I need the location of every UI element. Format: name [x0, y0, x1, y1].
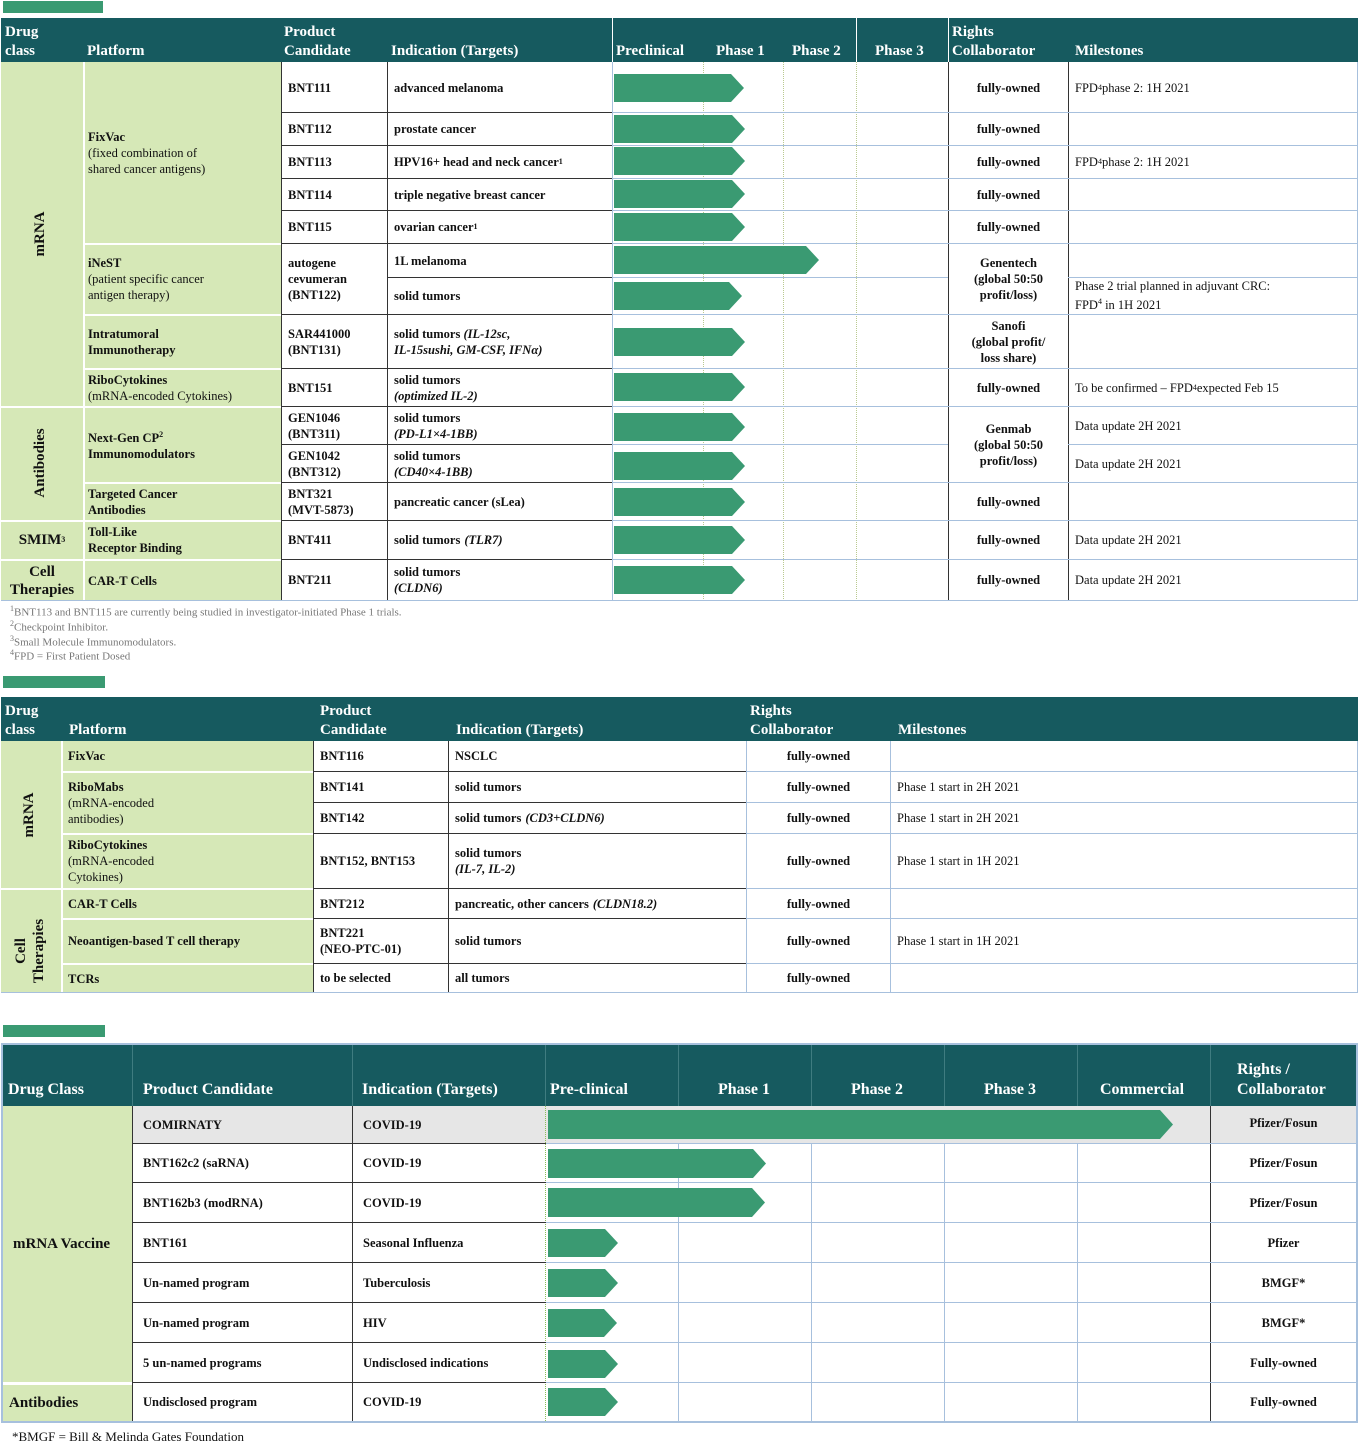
t2-row7-rights: fully-owned — [786, 971, 851, 985]
t1-row14-bar — [614, 566, 745, 594]
t2-platform-cart: CAR-T Cells — [68, 896, 137, 911]
t1-row4-rights: fully-owned — [976, 187, 1041, 202]
t1-footnote-3: $^3$Small Molecule Immunomodulators. — [10, 634, 177, 649]
t1-row9-product: BNT151 — [288, 380, 333, 395]
t2-row3-rights: fully-owned — [786, 811, 851, 825]
t1-row13-rights: fully-owned — [976, 533, 1041, 547]
t2-h-platform: Platform — [69, 722, 127, 738]
t2-h-milestones: Milestones — [898, 722, 967, 738]
t1-h-rights-1: Rights — [952, 24, 994, 40]
t3-row8-indication: COVID-19 — [363, 1395, 422, 1409]
t3-row7-product: 5 un-named programs — [143, 1355, 262, 1370]
t3-footnote-bmgf: *BMGF = Bill & Melinda Gates Foundation — [12, 1429, 244, 1444]
t2-platform-neoantigen: Neoantigen-based T cell therapy — [68, 934, 241, 948]
t1-row8-indication: solid tumors (IL-12sc, IL-15sushi, GM-CSF, IFNα) — [394, 326, 543, 357]
t1-h-milestones: Milestones — [1075, 43, 1144, 59]
t1-row7-milestone: Phase 2 trial planned in adjuvant CRC: FPD$^4$ in 1H 2021 — [1075, 279, 1271, 313]
t3-row2-product: BNT162c2 (saRNA) — [143, 1156, 249, 1170]
t3-row4-bar — [548, 1229, 618, 1257]
t2-row4-milestone: Phase 1 start in 1H 2021 — [897, 854, 1020, 868]
t1-row5-indication: ovarian cancer 1 — [394, 220, 478, 234]
t2-h-indication: Indication (Targets) — [456, 722, 584, 738]
t2-row6-product: BNT221 (NEO-PTC-01) — [320, 926, 402, 956]
t1-platform-fixvac: FixVac (fixed combination of shared cancer antigens) — [88, 129, 206, 176]
t3-row8-bar — [548, 1388, 618, 1416]
t1-h-phase3: Phase 3 — [875, 43, 924, 59]
t3-row2-bar — [548, 1149, 766, 1178]
t3-row5-indication: Tuberculosis — [363, 1275, 431, 1290]
t3-row3-product: BNT162b3 (modRNA) — [143, 1195, 263, 1210]
t3-row7-bar — [548, 1350, 618, 1378]
t1-row14-rights: fully-owned — [976, 573, 1041, 587]
t1-class-mrna: mRNA — [32, 211, 48, 257]
t2-row4-rights: fully-owned — [786, 854, 851, 868]
t3-row6-rights: BMGF* — [1261, 1315, 1306, 1330]
t1-class-cell: Cell Therapies — [9, 563, 75, 598]
t2-class-mrna: mRNA — [21, 792, 37, 838]
t1-h-phase1: Phase 1 — [716, 43, 765, 59]
t2-row7-indication: all tumors — [455, 971, 510, 985]
t1-footnote-1: $^1$BNT113 and BNT115 are currently being studied in investigator-initiated Phase 1 trials. — [10, 604, 402, 619]
t3-row2-rights: Pfizer/Fosun — [1249, 1156, 1318, 1170]
t1-platform-tlr: Toll-Like Receptor Binding — [88, 525, 182, 555]
t2-platform-ribocytokines: RiboCytokines (mRNA-encoded Cytokines) — [68, 838, 155, 884]
t3-row2-indication: COVID-19 — [363, 1156, 422, 1170]
t2-row6-milestone: Phase 1 start in 1H 2021 — [897, 934, 1020, 948]
t1-row10-bar — [614, 413, 745, 441]
t3-row4-rights: Pfizer — [1267, 1235, 1300, 1250]
t2-row2-indication: solid tumors — [455, 780, 522, 794]
t1-row3-bar — [614, 147, 745, 175]
t3-h-rights-2: Collaborator — [1237, 1081, 1326, 1098]
t1-row4-product: BNT114 — [288, 187, 332, 202]
t1-row2-product: BNT112 — [288, 122, 332, 136]
t1-row10-product: GEN1046 (BNT311) — [288, 410, 341, 441]
t2-row2-product: BNT141 — [320, 780, 365, 794]
t3-row8-rights: Fully-owned — [1250, 1395, 1317, 1409]
t1-row14-product: BNT211 — [288, 573, 332, 587]
t3-class-mrna-vaccine: mRNA Vaccine — [13, 1236, 111, 1252]
t2-h-product-2: Candidate — [320, 722, 387, 738]
t1-row6-bar — [614, 246, 819, 274]
t1-h-indication: Indication (Targets) — [391, 43, 519, 59]
t3-row8-product: Undisclosed program — [143, 1395, 258, 1409]
t1-row4-indication: triple negative breast cancer — [394, 187, 546, 202]
t2-row2-milestone: Phase 1 start in 2H 2021 — [897, 780, 1020, 794]
t1-platform-targeted: Targeted Cancer Antibodies — [88, 486, 178, 517]
t1-row4-bar — [614, 180, 745, 208]
t2-platform-fixvac: FixVac — [68, 749, 106, 763]
t1-row5-rights: fully-owned — [976, 220, 1041, 234]
t1-h-rights-2: Collaborator — [952, 43, 1036, 59]
t3-h-preclinical: Pre-clinical — [550, 1081, 628, 1098]
t2-row1-rights: fully-owned — [786, 749, 851, 763]
t2-row2-rights: fully-owned — [786, 780, 851, 794]
t2-platform-tcrs: TCRs — [68, 971, 100, 986]
t2-h-rights-2: Collaborator — [750, 722, 834, 738]
t2-row5-product: BNT212 — [320, 896, 365, 911]
t2-row1-milestone — [891, 741, 1357, 771]
t1-row9-indication: solid tumors (optimized IL-2) — [394, 372, 478, 403]
t1-row13-indication: solid tumors (TLR7) — [394, 533, 503, 547]
t2-row7-milestone — [891, 964, 1357, 992]
t1-row2-indication: prostate cancer — [394, 122, 477, 136]
t3-row3-indication: COVID-19 — [363, 1195, 422, 1210]
t3-h-phase2: Phase 2 — [851, 1081, 903, 1098]
t1-row9-rights: fully-owned — [976, 380, 1041, 395]
t1-row1-rights: fully-owned — [976, 80, 1041, 95]
t1-row2-rights: fully-owned — [976, 122, 1041, 136]
t2-h-drugclass-2: class — [5, 722, 35, 738]
t3-h-indication: Indication (Targets) — [362, 1081, 498, 1098]
t1-row11-indication: solid tumors (CD40×4-1BB) — [394, 448, 473, 479]
t2-row7-product: to be selected — [320, 971, 391, 985]
t3-row7-rights: Fully-owned — [1250, 1355, 1317, 1370]
t1-platform-ribocytokines: RiboCytokines (mRNA-encoded Cytokines) — [88, 372, 233, 403]
t1-h-drugclass-1: Drug — [5, 24, 39, 40]
t1-row13-product: BNT411 — [288, 533, 332, 547]
t1-row10-milestone: Data update 2H 2021 — [1075, 418, 1182, 433]
t1-row1-bar — [614, 74, 744, 102]
t2-row6-rights: fully-owned — [786, 934, 851, 948]
t3-row1-rights: Pfizer/Fosun — [1249, 1116, 1318, 1130]
t2-row4-product: BNT152, BNT153 — [320, 854, 416, 868]
t1-h-product-1: Product — [284, 24, 336, 40]
t3-h-commercial: Commercial — [1100, 1081, 1185, 1098]
t1-row8-rights: Sanofi (global profit/ loss share) — [971, 318, 1046, 365]
t1-class-smim: SMIM 3 — [18, 532, 66, 548]
t1-class-antibodies: Antibodies — [32, 428, 48, 498]
t1-row8-bar — [614, 328, 745, 356]
t3-row3-rights: Pfizer/Fosun — [1249, 1195, 1318, 1210]
t3-h-drugclass: Drug Class — [8, 1081, 85, 1098]
t3-h-phase1: Phase 1 — [718, 1081, 770, 1098]
t1-row3-indication: HPV16+ head and neck cancer 1 — [394, 155, 563, 169]
t1-row6-product: autogene cevumeran (BNT122) — [288, 256, 348, 302]
t3-row1-product: COMIRNATY — [143, 1117, 222, 1132]
t1-row14-milestone: Data update 2H 2021 — [1075, 573, 1182, 587]
t2-row5-rights: fully-owned — [786, 896, 851, 911]
t2-row4-indication: solid tumors (IL-7, IL-2) — [455, 846, 522, 876]
t1-row6-rights: Genentech (global 50:50 profit/loss) — [973, 256, 1044, 302]
t3-row1-indication: COVID-19 — [363, 1117, 422, 1132]
t1-row11-product: GEN1042 (BNT312) — [288, 448, 341, 479]
t1-row9-milestone: To be confirmed – FPD 4 expected Feb 15 — [1075, 380, 1279, 395]
t2-row3-product: BNT142 — [320, 811, 365, 825]
t2-row5-indication: pancreatic, other cancers (CLDN18.2) — [455, 896, 658, 911]
t2-h-drugclass-1: Drug — [5, 703, 39, 719]
t1-platform-cart: CAR-T Cells — [88, 573, 157, 588]
t3-row3-bar — [548, 1188, 765, 1217]
t2-row1-product: BNT116 — [320, 749, 364, 763]
t3-row4-product: BNT161 — [143, 1235, 188, 1250]
t1-row3-milestone: FPD 4 phase 2: 1H 2021 — [1075, 155, 1190, 169]
t1-row1-milestone: FPD 4 phase 2: 1H 2021 — [1075, 80, 1190, 95]
section-accent-bar-1 — [3, 1, 103, 13]
t2-class-cell: Cell Therapies — [13, 918, 47, 984]
t1-footnote-2: $^2$Checkpoint Inhibitor. — [10, 619, 109, 634]
t2-platform-ribomabs: RiboMabs (mRNA-encoded antibodies) — [68, 779, 155, 826]
t1-row10-indication: solid tumors (PD-L1×4-1BB) — [394, 410, 478, 441]
t3-row6-indication: HIV — [363, 1315, 387, 1330]
t3-class-antibodies: Antibodies — [9, 1394, 79, 1411]
t1-h-drugclass-2: class — [5, 43, 35, 59]
t1-row12-product: BNT321 (MVT-5873) — [288, 486, 354, 517]
t1-row12-indication: pancreatic cancer (sLea) — [394, 494, 525, 509]
t2-row3-indication: solid tumors (CD3+CLDN6) — [455, 811, 605, 825]
t1-footnote-4: $^4$FPD = First Patient Dosed — [10, 648, 131, 663]
t2-row5-milestone — [891, 889, 1357, 918]
t2-row6-indication: solid tumors — [455, 934, 522, 948]
t2-h-rights-1: Rights — [750, 703, 792, 719]
t2-row3-milestone: Phase 1 start in 2H 2021 — [897, 811, 1020, 825]
t1-row1-indication: advanced melanoma — [394, 80, 504, 95]
t1-row6-indication: 1L melanoma — [394, 253, 467, 268]
t3-row4-indication: Seasonal Influenza — [363, 1235, 464, 1250]
t1-platform-nextgen: Next-Gen $CP^2$ Immunomodulators — [88, 429, 195, 462]
t1-h-phase2: Phase 2 — [792, 43, 841, 59]
t3-h-rights-1: Rights / — [1237, 1061, 1290, 1078]
t3-row5-bar — [548, 1269, 618, 1297]
t3-h-phase3: Phase 3 — [984, 1081, 1036, 1098]
t1-platform-intratumoral: Intratumoral Immunotherapy — [88, 326, 176, 357]
table2-header — [1, 697, 1358, 741]
t1-row7-indication: solid tumors — [394, 289, 461, 303]
table3-header — [3, 1045, 1356, 1106]
t1-row3-product: BNT113 — [288, 155, 332, 169]
t1-row10-rights: Genmab (global 50:50 profit/loss) — [973, 421, 1044, 468]
t3-row5-product: Un-named program — [143, 1275, 250, 1290]
t3-h-product: Product Candidate — [143, 1081, 273, 1098]
t1-h-product-2: Candidate — [284, 43, 351, 59]
t2-row1-indication: NSCLC — [455, 749, 498, 763]
table1-header — [1, 18, 1358, 62]
t3-row1-bar — [548, 1110, 1173, 1139]
t2-h-product-1: Product — [320, 703, 372, 719]
section-accent-bar-3 — [3, 1025, 105, 1037]
t1-row14-indication: solid tumors (CLDN6) — [394, 565, 461, 595]
t1-row13-milestone: Data update 2H 2021 — [1075, 533, 1182, 547]
t1-row13-bar — [614, 526, 745, 554]
section-accent-bar-2 — [3, 676, 105, 688]
t1-platform-inest: iNeST (patient specific cancer antigen therapy) — [88, 256, 204, 302]
t3-row6-product: Un-named program — [143, 1315, 250, 1330]
t3-row5-rights: BMGF* — [1261, 1275, 1306, 1290]
t1-row7-bar — [614, 282, 742, 310]
t1-row5-bar — [614, 213, 745, 241]
t1-row1-product: BNT111 — [288, 80, 332, 95]
t1-h-preclinical: Preclinical — [616, 43, 685, 59]
t1-row12-rights: fully-owned — [976, 494, 1041, 509]
t1-row11-bar — [614, 452, 745, 480]
t1-row3-rights: fully-owned — [976, 155, 1041, 169]
t1-row5-product: BNT115 — [288, 220, 332, 234]
t1-h-platform: Platform — [87, 43, 145, 59]
t3-row6-bar — [548, 1309, 617, 1337]
t1-row9-bar — [614, 373, 745, 401]
t3-row7-indication: Undisclosed indications — [363, 1355, 489, 1370]
t1-row11-milestone: Data update 2H 2021 — [1075, 456, 1182, 471]
t1-row12-bar — [614, 488, 745, 516]
t1-row8-product: SAR441000 (BNT131) — [288, 326, 351, 357]
t1-row2-bar — [614, 115, 745, 143]
